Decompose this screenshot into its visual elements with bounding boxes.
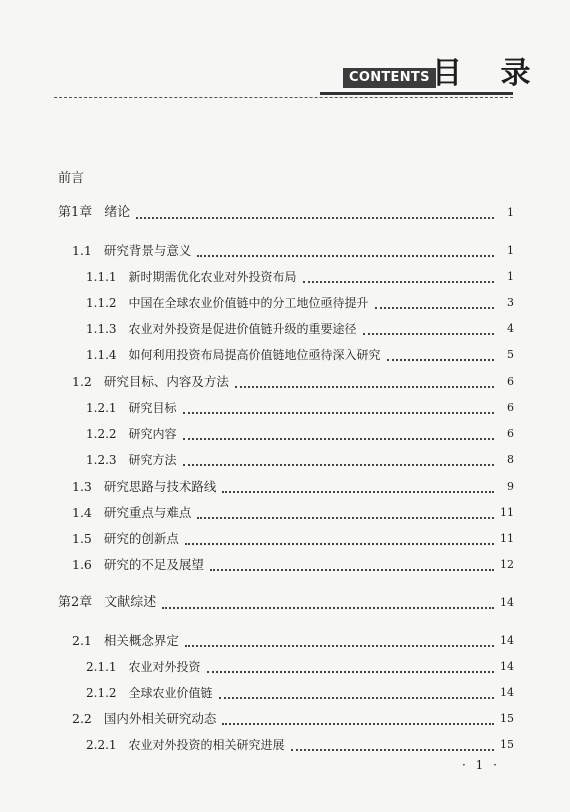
toc-leader-dots — [185, 645, 494, 647]
toc-entry-title: 研究目标 — [128, 401, 177, 415]
toc-leader-dots — [387, 359, 494, 361]
toc-entry-title: 新时期需优化农业对外投资布局 — [128, 270, 297, 284]
page-number: · 1 · — [462, 758, 500, 772]
toc-entry-title: 研究目标、内容及方法 — [103, 374, 229, 389]
toc-entry-label — [72, 371, 229, 393]
toc-page-number: 11 — [500, 532, 514, 545]
toc-entry-number: 2.1 — [72, 633, 92, 648]
toc-leader-dots — [183, 412, 494, 414]
toc-page-number: 12 — [500, 558, 514, 571]
toc-entry-label — [86, 656, 201, 678]
toc-entry[interactable] — [72, 502, 514, 524]
toc-entry-label — [72, 502, 191, 524]
toc-leader-dots — [375, 307, 494, 309]
header-rule-dashed — [54, 97, 513, 98]
toc-entry-title: 研究重点与难点 — [103, 505, 192, 520]
toc-page-number: 11 — [500, 506, 514, 519]
toc-entry-number: 2.2 — [72, 711, 92, 726]
contents-badge: CONTENTS — [343, 68, 436, 88]
toc-leader-dots — [222, 723, 494, 725]
toc-entry-label — [86, 344, 381, 366]
toc-entry[interactable] — [72, 371, 514, 393]
toc-leader-dots — [219, 697, 494, 699]
toc-entry-number: 1.2.3 — [86, 453, 117, 467]
toc-entry-number: 第2章 — [58, 595, 93, 610]
toc-page-number: 3 — [507, 296, 514, 309]
toc-entry-title: 研究背景与意义 — [103, 243, 192, 258]
toc-entry[interactable] — [86, 449, 514, 471]
toc-page-number: 15 — [500, 738, 514, 751]
toc-page-number: 6 — [507, 401, 514, 414]
toc-entry-number: 1.2 — [72, 374, 92, 389]
toc-entry-label — [86, 318, 357, 340]
toc-leader-dots — [210, 569, 494, 571]
page-header — [0, 0, 570, 100]
toc-entry[interactable] — [86, 734, 514, 756]
toc-entry-title: 全球农业价值链 — [128, 686, 213, 700]
toc-entry[interactable] — [86, 318, 514, 340]
toc-entry[interactable] — [58, 202, 514, 224]
toc-page-number: 5 — [507, 348, 514, 361]
toc-entry-number: 1.2.2 — [86, 427, 117, 441]
toc-entry[interactable] — [86, 266, 514, 288]
toc-entry[interactable] — [86, 344, 514, 366]
toc-entry-number: 2.1.1 — [86, 660, 117, 674]
toc-leader-dots — [183, 438, 494, 440]
toc-entry[interactable] — [86, 292, 514, 314]
toc-leader-dots — [136, 217, 494, 219]
toc-entry-number: 1.1.2 — [86, 296, 117, 310]
toc-entry-label — [86, 449, 177, 471]
toc-entry-number: 1.6 — [72, 557, 92, 572]
toc-entry-number: 1.5 — [72, 531, 92, 546]
toc-entry[interactable] — [72, 708, 514, 730]
toc-entry-number: 1.2.1 — [86, 401, 117, 415]
toc-page-number: 1 — [507, 244, 514, 257]
toc-entry-title: 如何利用投资布局提高价值链地位亟待深入研究 — [128, 348, 381, 362]
page-title: 目 录 — [432, 56, 545, 91]
toc-entry-label — [72, 240, 191, 262]
toc-entry[interactable] — [86, 423, 514, 445]
toc-entry-title: 研究方法 — [128, 453, 177, 467]
toc-entry-number: 1.3 — [72, 479, 92, 494]
toc-entry-title: 研究内容 — [128, 427, 177, 441]
toc-entry[interactable] — [58, 592, 514, 614]
toc-entry-label — [58, 202, 130, 224]
toc-entry-title: 农业对外投资是促进价值链升级的重要途径 — [128, 322, 357, 336]
toc-entry-label — [72, 708, 216, 730]
toc-leader-dots — [197, 517, 494, 519]
toc-page-number: 15 — [500, 712, 514, 725]
toc-entry[interactable] — [86, 656, 514, 678]
preface-heading: 前言 — [58, 171, 85, 186]
toc-page-number: 4 — [507, 322, 514, 335]
toc-entry-label — [86, 423, 177, 445]
toc-page-number: 6 — [507, 427, 514, 440]
toc-entry-title: 绪论 — [104, 205, 131, 220]
toc-leader-dots — [207, 671, 494, 673]
header-rule-thick — [320, 92, 513, 95]
toc-entry[interactable] — [72, 528, 514, 550]
toc-entry-number: 第1章 — [58, 205, 93, 220]
toc-entry-title: 研究的不足及展望 — [103, 557, 204, 572]
toc-page-number: 14 — [500, 686, 514, 699]
toc-page-number: 1 — [507, 270, 514, 283]
toc-entry-title: 农业对外投资的相关研究进展 — [128, 738, 285, 752]
toc-leader-dots — [222, 491, 494, 493]
toc-entry-label — [86, 682, 213, 704]
toc-entry-number: 1.1.3 — [86, 322, 117, 336]
toc-entry-number: 1.1.4 — [86, 348, 117, 362]
toc-leader-dots — [235, 386, 494, 388]
toc-entry[interactable] — [86, 682, 514, 704]
toc-leader-dots — [162, 607, 494, 609]
toc-leader-dots — [303, 281, 494, 283]
toc-entry[interactable] — [72, 240, 514, 262]
toc-entry-label — [72, 630, 179, 652]
toc-entry-label — [86, 397, 177, 419]
toc-entry-title: 文献综述 — [104, 595, 157, 610]
toc-entry-label — [72, 554, 204, 576]
toc-page-number: 8 — [507, 453, 514, 466]
toc-entry-label — [72, 476, 216, 498]
toc-entry-label — [86, 266, 297, 288]
toc-entry-title: 相关概念界定 — [103, 633, 179, 648]
toc-entry[interactable] — [86, 397, 514, 419]
toc-entry-label — [86, 734, 285, 756]
toc-leader-dots — [185, 543, 494, 545]
toc-entry-label — [86, 292, 369, 314]
toc-leader-dots — [363, 333, 494, 335]
toc-entry-number: 1.4 — [72, 505, 92, 520]
toc-page-number: 14 — [500, 634, 514, 647]
toc-entry-number: 2.1.2 — [86, 686, 117, 700]
toc-page-number: 14 — [500, 660, 514, 673]
toc-entry-number: 1.1 — [72, 243, 92, 258]
toc-entry-title: 研究的创新点 — [103, 531, 179, 546]
toc-entry-label — [58, 592, 156, 614]
toc-entry-title: 中国在全球农业价值链中的分工地位亟待提升 — [128, 296, 369, 310]
toc-leader-dots — [183, 464, 494, 466]
toc-page-number: 6 — [507, 375, 514, 388]
toc-entry[interactable] — [72, 630, 514, 652]
toc-entry-label — [72, 528, 179, 550]
toc-leader-dots — [197, 255, 494, 257]
toc-page-number: 1 — [507, 206, 514, 219]
toc-entry-title: 国内外相关研究动态 — [103, 711, 217, 726]
toc-leader-dots — [291, 749, 494, 751]
toc-page-number: 14 — [500, 596, 514, 609]
toc-entry-number: 2.2.1 — [86, 738, 117, 752]
toc-page-number: 9 — [507, 480, 514, 493]
toc-entry-title: 研究思路与技术路线 — [103, 479, 217, 494]
toc-entry[interactable] — [72, 476, 514, 498]
toc-entry-title: 农业对外投资 — [128, 660, 201, 674]
toc-entry[interactable] — [72, 554, 514, 576]
toc-entry-number: 1.1.1 — [86, 270, 117, 284]
